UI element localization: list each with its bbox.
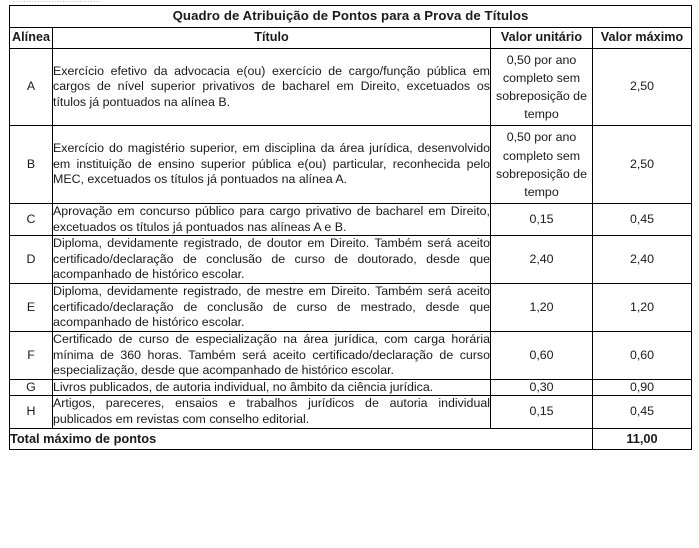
row-unit-value: 0,50 por ano completo sem sobreposição de tempo [491, 49, 593, 126]
row-max-value: 0,90 [593, 379, 692, 396]
table-title-row [10, 6, 692, 28]
titles-scoring-table [9, 5, 692, 450]
row-unit-value: 0,15 [491, 203, 593, 235]
column-header-titulo: Título [53, 28, 491, 49]
row-description: Aprovação em concurso público para cargo privativo de bacharel em Direito, excetuados os títulos já pontuados nas alíneas A e B. [53, 203, 491, 235]
row-max-value: 0,45 [593, 396, 692, 428]
column-header-valor-unitario: Valor unitário [491, 28, 593, 49]
row-unit-value: 1,20 [491, 284, 593, 332]
table-row [10, 331, 692, 379]
row-unit-value: 0,30 [491, 379, 593, 396]
total-label: Total máximo de pontos [10, 428, 593, 449]
table-row [10, 284, 692, 332]
row-description: Diploma, devidamente registrado, de mestre em Direito. Também será aceito certificado/declaração de conclusão de curso de mestrado, desde que acompanhado de histórico escolar. [53, 284, 491, 332]
table-title: Quadro de Atribuição de Pontos para a Prova de Títulos [10, 6, 692, 28]
row-max-value: 2,40 [593, 236, 692, 284]
row-description: Exercício do magistério superior, em disciplina da área jurídica, desenvolvido em instituição de ensino superior pública e(ou) particular, reconhecida pelo MEC, excetuados os títulos já pontuados na alínea A. [53, 126, 491, 203]
row-description: Artigos, pareceres, ensaios e trabalhos jurídicos de autoria individual publicados em revistas com conselho editorial. [53, 396, 491, 428]
row-letter: F [10, 331, 53, 379]
row-max-value: 2,50 [593, 126, 692, 203]
column-header-alinea: Alínea [10, 28, 53, 49]
table-row [10, 49, 692, 126]
table-header-row [10, 28, 692, 49]
table-total-row [10, 428, 692, 449]
total-value: 11,00 [593, 428, 692, 449]
row-max-value: 2,50 [593, 49, 692, 126]
column-header-valor-maximo: Valor máximo [593, 28, 692, 49]
table-row [10, 379, 692, 396]
row-letter: H [10, 396, 53, 428]
row-letter: B [10, 126, 53, 203]
row-unit-value: 0,60 [491, 331, 593, 379]
table-row [10, 236, 692, 284]
row-description: Diploma, devidamente registrado, de doutor em Direito. Também será aceito certificado/declaração de conclusão de curso de doutorado, desde que acompanhado de histórico escolar. [53, 236, 491, 284]
row-description: Certificado de curso de especialização na área jurídica, com carga horária mínima de 360 horas. Também será aceito certificado/declaração de curso especialização, desde que acompanhado de histórico escolar. [53, 331, 491, 379]
table-row [10, 126, 692, 203]
table-row [10, 396, 692, 428]
row-letter: D [10, 236, 53, 284]
row-unit-value: 0,15 [491, 396, 593, 428]
row-description: Exercício efetivo da advocacia e(ou) exercício de cargo/função pública em cargos de nível superior privativos de bacharel em Direito, excetuados os títulos já pontuados na alínea B. [53, 49, 491, 126]
row-unit-value: 0,50 por ano completo sem sobreposição de tempo [491, 126, 593, 203]
row-max-value: 0,60 [593, 331, 692, 379]
row-description: Livros publicados, de autoria individual, no âmbito da ciência jurídica. [53, 379, 491, 396]
row-max-value: 1,20 [593, 284, 692, 332]
row-letter: E [10, 284, 53, 332]
clipped-text-fragment [12, 0, 432, 3]
table-row [10, 203, 692, 235]
row-unit-value: 2,40 [491, 236, 593, 284]
row-letter: A [10, 49, 53, 126]
row-letter: C [10, 203, 53, 235]
row-max-value: 0,45 [593, 203, 692, 235]
row-letter: G [10, 379, 53, 396]
